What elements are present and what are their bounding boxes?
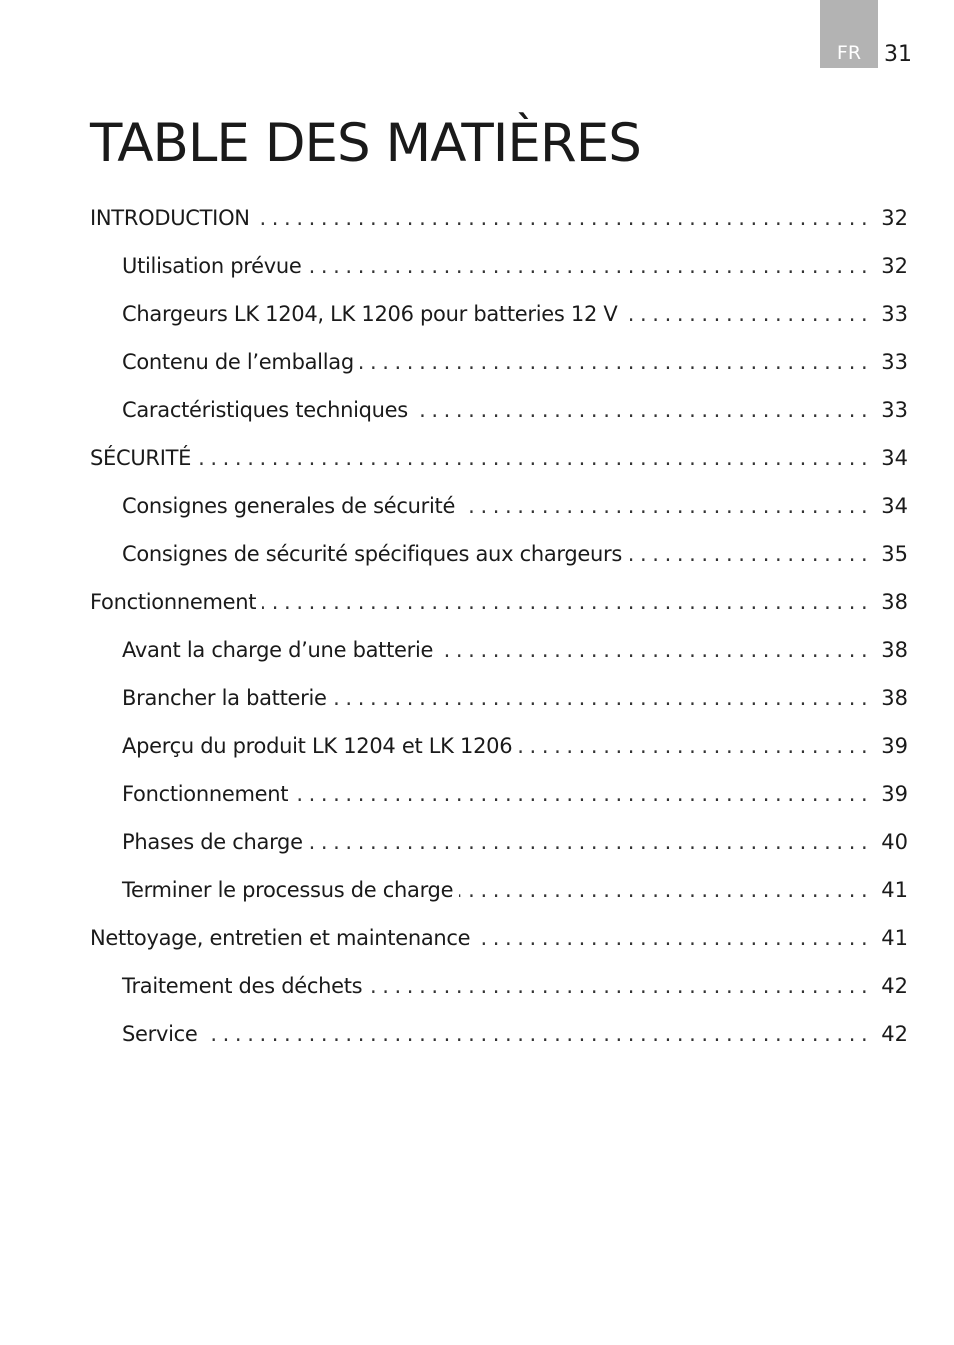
page-number: 31 [884, 42, 912, 67]
toc-subentry[interactable] [122, 338, 908, 386]
toc-entry-page: 32 [881, 206, 908, 230]
toc-subentry[interactable] [122, 674, 908, 722]
toc-entry-label: INTRODUCTION [90, 206, 250, 230]
toc-dot-leader [368, 962, 873, 1010]
toc-subentry[interactable] [122, 482, 908, 530]
toc-entry-page: 32 [881, 254, 908, 278]
toc-entry-page: 41 [881, 878, 908, 902]
toc-dot-leader [628, 530, 873, 578]
toc-section-entry[interactable] [90, 578, 908, 626]
toc-subentry[interactable] [122, 290, 908, 338]
toc-entry-page: 33 [881, 302, 908, 326]
toc-dot-leader [461, 482, 873, 530]
toc-entry-label: Brancher la batterie [122, 686, 327, 710]
toc-dot-leader [623, 290, 873, 338]
toc-entry-page: 39 [881, 782, 908, 806]
toc-entry-label: Service [122, 1022, 198, 1046]
toc-dot-leader [518, 722, 873, 770]
toc-entry-label: Chargeurs LK 1204, LK 1206 pour batteries 12 V [122, 302, 618, 326]
toc-entry-page: 42 [881, 1022, 908, 1046]
toc-subentry[interactable] [122, 962, 908, 1010]
toc-entry-page: 33 [881, 398, 908, 422]
toc-subentry[interactable] [122, 770, 908, 818]
toc-dot-leader [256, 194, 874, 242]
toc-entry-label: Nettoyage, entretien et maintenance [90, 926, 471, 950]
toc-section-entry[interactable] [90, 914, 908, 962]
toc-dot-leader [294, 770, 873, 818]
toc-dot-leader [333, 674, 874, 722]
toc-dot-leader [439, 626, 873, 674]
toc-entry-label: Contenu de l’emballag [122, 350, 354, 374]
toc-subentry[interactable] [122, 530, 908, 578]
language-tab [820, 0, 878, 68]
toc-dot-leader [459, 866, 873, 914]
toc-entry-label: Aperçu du produit LK 1204 et LK 1206 [122, 734, 513, 758]
toc-subentry[interactable] [122, 1010, 908, 1058]
toc-entry-label: Terminer le processus de charge [122, 878, 454, 902]
toc-entry-page: 38 [881, 638, 908, 662]
toc-subentry[interactable] [122, 626, 908, 674]
page-title: TABLE DES MATIÈRES [90, 113, 641, 174]
toc-entry-label: Avant la charge d’une batterie [122, 638, 434, 662]
toc-entry-label: Fonctionnement [90, 590, 257, 614]
toc-entry-page: 34 [881, 494, 908, 518]
toc-dot-leader [476, 914, 873, 962]
toc-entry-page: 39 [881, 734, 908, 758]
toc-entry-label: Phases de charge [122, 830, 303, 854]
toc-entry-page: 38 [881, 686, 908, 710]
toc-subentry[interactable] [122, 386, 908, 434]
toc-subentry[interactable] [122, 722, 908, 770]
toc-entry-label: Consignes de sécurité spécifiques aux chargeurs [122, 542, 622, 566]
toc-dot-leader [308, 242, 874, 290]
toc-section-entry[interactable] [90, 194, 908, 242]
toc-dot-leader [414, 386, 873, 434]
toc-dot-leader [262, 578, 873, 626]
toc-entry-page: 38 [881, 590, 908, 614]
toc-subentry[interactable] [122, 242, 908, 290]
toc-entry-label: Caractéristiques techniques [122, 398, 408, 422]
toc-section-entry[interactable] [90, 434, 908, 482]
toc-dot-leader [360, 338, 873, 386]
toc-entry-label: SÉCURITÉ [90, 446, 192, 470]
language-code: FR [836, 42, 862, 64]
toc-dot-leader [204, 1010, 874, 1058]
toc-entry-label: Utilisation prévue [122, 254, 302, 278]
toc-entry-label: Consignes generales de sécurité [122, 494, 456, 518]
toc-entry-page: 41 [881, 926, 908, 950]
toc-entry-page: 35 [881, 542, 908, 566]
toc-entry-page: 42 [881, 974, 908, 998]
toc-subentry[interactable] [122, 866, 908, 914]
toc-entry-page: 34 [881, 446, 908, 470]
toc-dot-leader [197, 434, 873, 482]
toc-subentry[interactable] [122, 818, 908, 866]
toc-dot-leader [309, 818, 874, 866]
toc-entry-label: Traitement des déchets [122, 974, 363, 998]
toc-entry-page: 33 [881, 350, 908, 374]
toc-entry-label: Fonctionnement [122, 782, 289, 806]
toc-entry-page: 40 [881, 830, 908, 854]
